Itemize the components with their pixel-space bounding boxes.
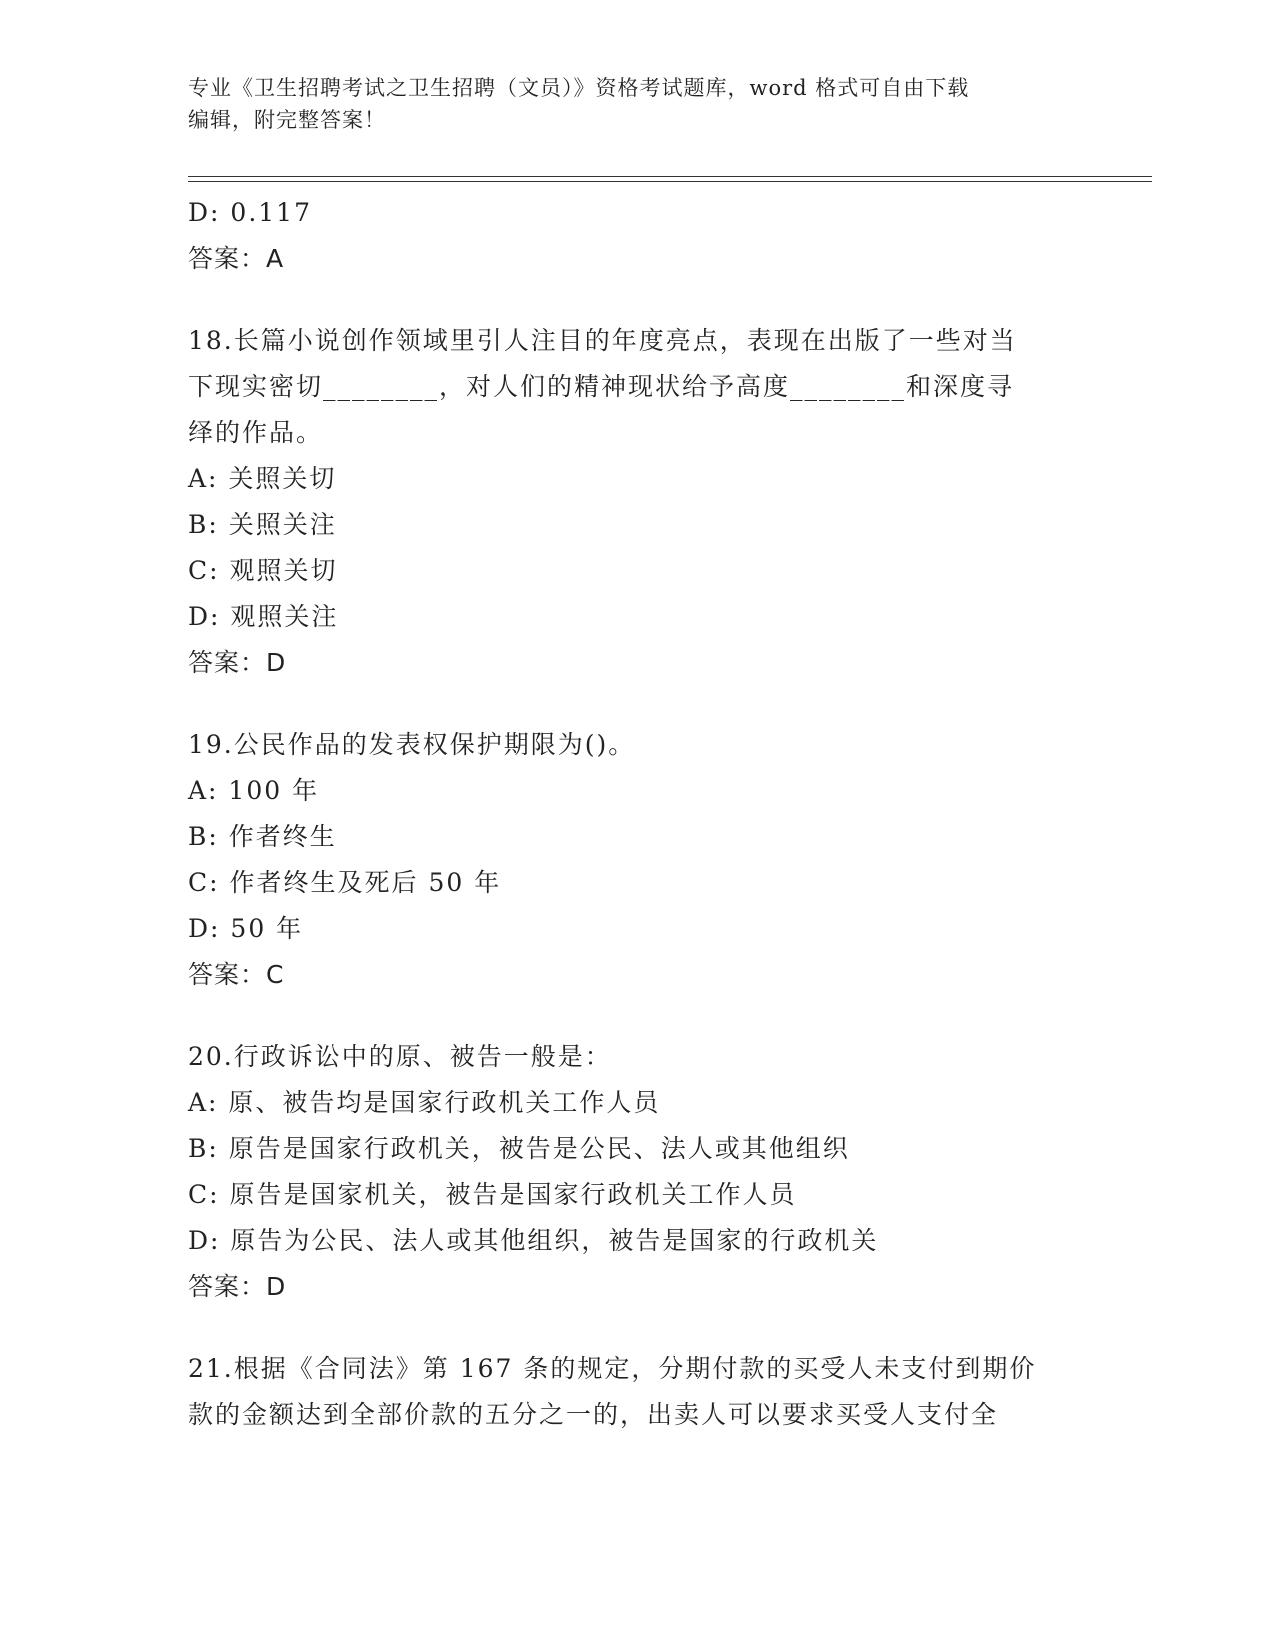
header-line-2: 编辑，附完整答案！ <box>188 108 386 132</box>
option-b: B: 关照关注 <box>188 510 337 539</box>
question-stem-line: 18.长篇小说创作领域里引人注目的年度亮点，表现在出版了一些对当 <box>188 326 1017 355</box>
option-d: D: 原告为公民、法人或其他组织，被告是国家的行政机关 <box>188 1226 879 1255</box>
option-b: B: 原告是国家行政机关，被告是公民、法人或其他组织 <box>188 1134 850 1163</box>
question-21 <box>188 1346 1088 1438</box>
answer-line: 答案：C <box>188 960 285 989</box>
answer-line: 答案：D <box>188 1272 287 1301</box>
header-line-1: 专业《卫生招聘考试之卫生招聘（文员）》资格考试题库，word 格式可自由下载 <box>188 76 970 100</box>
option-d: D: 观照关注 <box>188 602 339 631</box>
question-stem-line: 19.公民作品的发表权保护期限为()。 <box>188 730 636 759</box>
document-body <box>188 190 1088 1438</box>
option-c: C: 作者终生及死后 50 年 <box>188 868 502 897</box>
question-stem-line: 下现实密切________，对人们的精神现状给予高度________和深度寻 <box>188 372 1015 401</box>
answer-line: 答案：A <box>188 244 285 273</box>
option-a: A: 关照关切 <box>188 464 337 493</box>
option-b: B: 作者终生 <box>188 822 337 851</box>
option-a: A: 100 年 <box>188 776 320 805</box>
header-divider-top <box>188 176 1152 177</box>
answer-line: 答案：D <box>188 648 287 677</box>
question-19 <box>188 722 1088 998</box>
option-a: A: 原、被告均是国家行政机关工作人员 <box>188 1088 661 1117</box>
question-18 <box>188 318 1088 686</box>
question-stem-line: 21.根据《合同法》第 167 条的规定，分期付款的买受人未支付到期价 <box>188 1354 1037 1383</box>
question-stem-line: 款的金额达到全部价款的五分之一的，出卖人可以要求买受人支付全 <box>188 1400 999 1429</box>
question-stem-line: 20.行政诉讼中的原、被告一般是： <box>188 1042 612 1071</box>
option-d: D: 50 年 <box>188 914 304 943</box>
header-divider-bottom <box>188 181 1152 182</box>
question-stem-line: 绎的作品。 <box>188 418 324 447</box>
previous-question-tail <box>188 190 1088 282</box>
option-d: D: 0.117 <box>188 198 312 227</box>
option-c: C: 原告是国家机关，被告是国家行政机关工作人员 <box>188 1180 797 1209</box>
option-c: C: 观照关切 <box>188 556 338 585</box>
question-20 <box>188 1034 1088 1310</box>
document-header <box>188 72 1088 136</box>
